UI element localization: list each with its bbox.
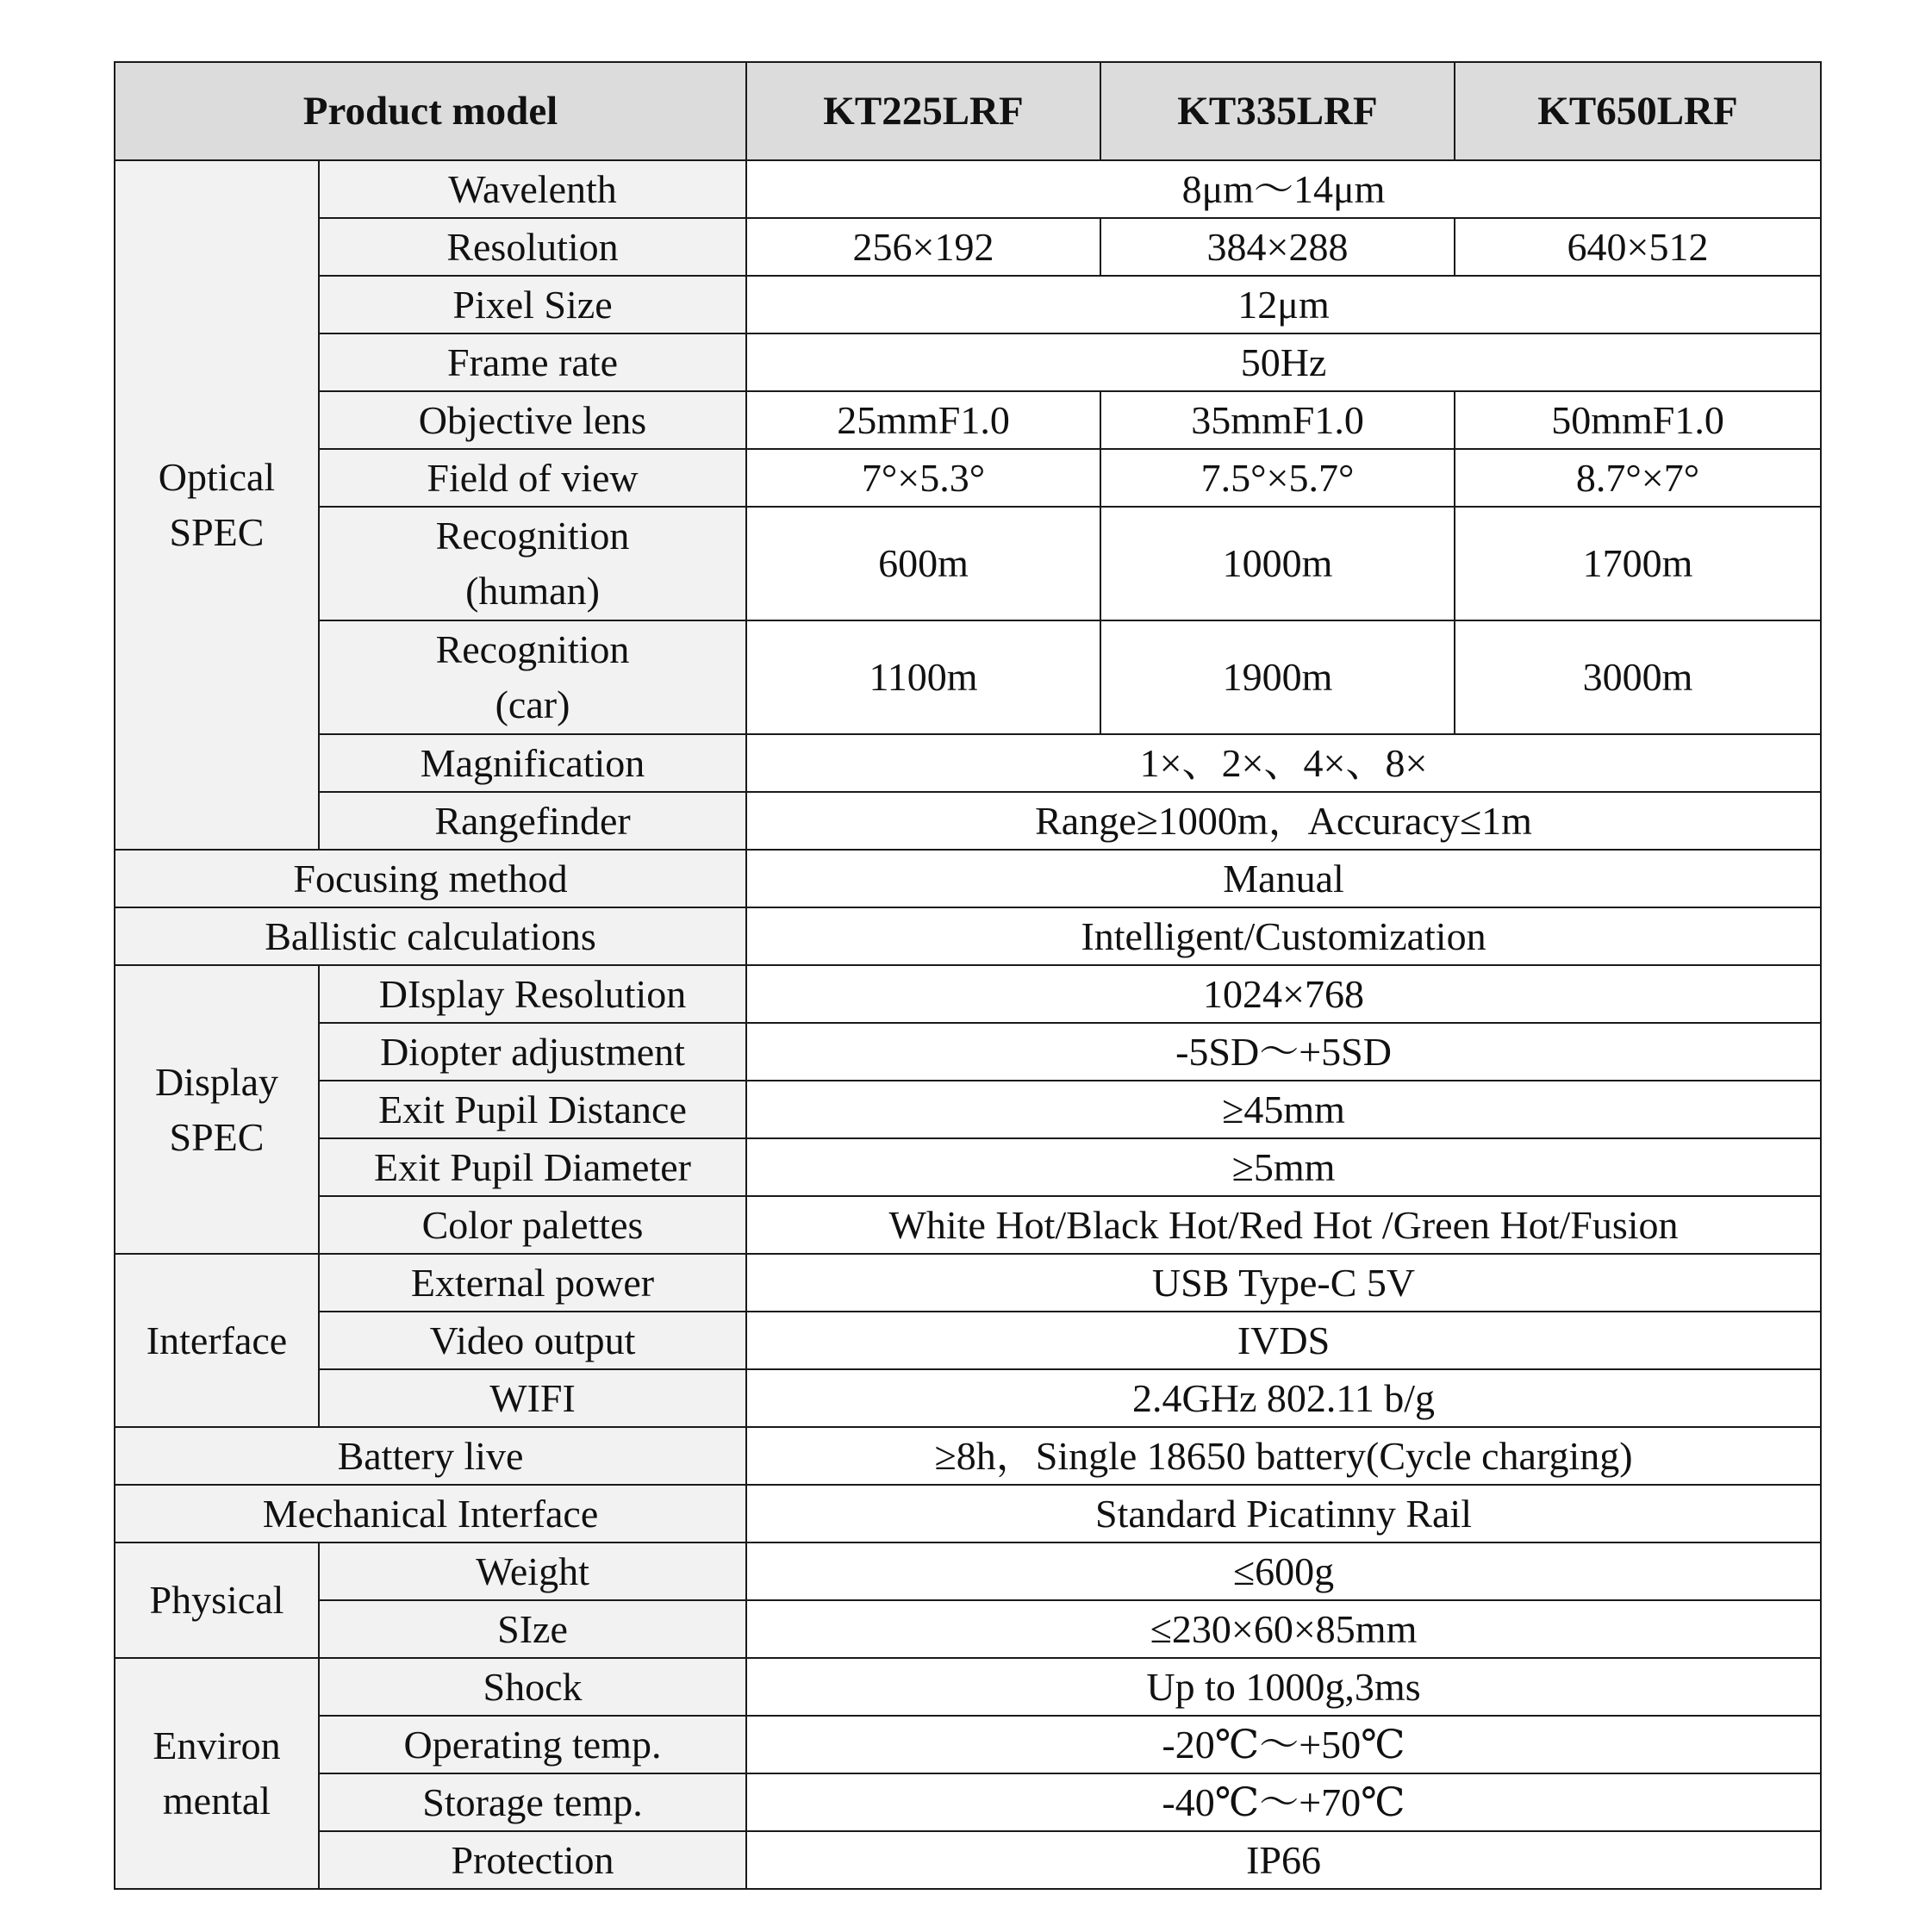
row-value: USB Type-C 5V: [746, 1254, 1821, 1312]
row-value: Standard Picatinny Rail: [746, 1485, 1821, 1542]
table-row: [115, 333, 1821, 391]
category-display: [115, 965, 319, 1254]
row-label: Video output: [319, 1312, 746, 1369]
row-value: 600m: [746, 507, 1100, 620]
table-row: [115, 449, 1821, 507]
row-label: Diopter adjustment: [319, 1023, 746, 1081]
table-row: [115, 1773, 1821, 1831]
row-label: Operating temp.: [319, 1716, 746, 1773]
row-value: 640×512: [1455, 218, 1821, 276]
model-header-kt650: KT650LRF: [1455, 62, 1821, 160]
table-row: [115, 1658, 1821, 1716]
table-row: [115, 218, 1821, 276]
table-row: [115, 1312, 1821, 1369]
row-label: Shock: [319, 1658, 746, 1716]
row-value: Intelligent/Customization: [746, 907, 1821, 965]
row-value: -40℃～+70℃: [746, 1773, 1821, 1831]
row-label: Protection: [319, 1831, 746, 1889]
table-row: [115, 1254, 1821, 1312]
row-label: Exit Pupil Distance: [319, 1081, 746, 1138]
row-value: 256×192: [746, 218, 1100, 276]
row-label-line: Recognition: [435, 514, 630, 558]
row-label: Magnification: [319, 734, 746, 792]
spec-table: [114, 61, 1822, 1890]
row-label: SIze: [319, 1600, 746, 1658]
row-value: IP66: [746, 1831, 1821, 1889]
row-value: 2.4GHz 802.11 b/g: [746, 1369, 1821, 1427]
row-value: 8.7°×7°: [1455, 449, 1821, 507]
table-row: [115, 907, 1821, 965]
row-value: ≤230×60×85mm: [746, 1600, 1821, 1658]
row-value: 8μm～14μm: [746, 160, 1821, 218]
table-row: [115, 391, 1821, 449]
row-value: 35mmF1.0: [1100, 391, 1455, 449]
row-value: 7°×5.3°: [746, 449, 1100, 507]
row-label-line: (human): [465, 569, 600, 613]
table-row: [115, 1600, 1821, 1658]
table-row: [115, 1081, 1821, 1138]
row-label: [319, 507, 746, 620]
header-row: [115, 62, 1821, 160]
row-value: 3000m: [1455, 620, 1821, 734]
model-header-kt225: KT225LRF: [746, 62, 1100, 160]
row-value: 50mmF1.0: [1455, 391, 1821, 449]
row-value: 12μm: [746, 276, 1821, 333]
row-label: DIsplay Resolution: [319, 965, 746, 1023]
row-label: Weight: [319, 1542, 746, 1600]
row-value: 1000m: [1100, 507, 1455, 620]
model-header-kt335: KT335LRF: [1100, 62, 1455, 160]
row-label: Rangefinder: [319, 792, 746, 850]
row-value: White Hot/Black Hot/Red Hot /Green Hot/Fusion: [746, 1196, 1821, 1254]
row-value: IVDS: [746, 1312, 1821, 1369]
row-label: Color palettes: [319, 1196, 746, 1254]
row-value: 25mmF1.0: [746, 391, 1100, 449]
row-value: ≥8h，Single 18650 battery(Cycle charging): [746, 1427, 1821, 1485]
row-value: 1900m: [1100, 620, 1455, 734]
row-value: 1×、2×、4×、8×: [746, 734, 1821, 792]
table-row: [115, 1023, 1821, 1081]
table-row: [115, 1196, 1821, 1254]
category-physical: Physical: [115, 1542, 319, 1658]
product-model-header: Product model: [115, 62, 746, 160]
table-row: [115, 1485, 1821, 1542]
row-value: ≥5mm: [746, 1138, 1821, 1196]
category-label: Optical: [158, 455, 276, 499]
table-row: [115, 1138, 1821, 1196]
table-row: [115, 1427, 1821, 1485]
table-row: [115, 792, 1821, 850]
row-value: Range≥1000m，Accuracy≤1m: [746, 792, 1821, 850]
table-row: [115, 620, 1821, 734]
category-environmental: [115, 1658, 319, 1889]
row-label: Objective lens: [319, 391, 746, 449]
category-label: mental: [162, 1779, 271, 1823]
table-row: [115, 965, 1821, 1023]
row-value: 1024×768: [746, 965, 1821, 1023]
category-label: SPEC: [169, 510, 265, 554]
row-label: WIFI: [319, 1369, 746, 1427]
row-label: Mechanical Interface: [115, 1485, 746, 1542]
row-value: -20℃～+50℃: [746, 1716, 1821, 1773]
row-label: Field of view: [319, 449, 746, 507]
table-row: [115, 1542, 1821, 1600]
row-value: 1700m: [1455, 507, 1821, 620]
row-label-line: (car): [495, 682, 570, 726]
table-row: [115, 1716, 1821, 1773]
row-label: External power: [319, 1254, 746, 1312]
row-value: ≥45mm: [746, 1081, 1821, 1138]
category-interface: Interface: [115, 1254, 319, 1427]
row-value: Up to 1000g,3ms: [746, 1658, 1821, 1716]
row-label: Resolution: [319, 218, 746, 276]
row-value: ≤600g: [746, 1542, 1821, 1600]
table-row: [115, 1831, 1821, 1889]
row-label-line: Recognition: [435, 627, 630, 671]
category-label: Display: [154, 1059, 279, 1104]
row-label: Frame rate: [319, 333, 746, 391]
table-row: [115, 276, 1821, 333]
table-row: [115, 734, 1821, 792]
row-label: Battery live: [115, 1427, 746, 1485]
row-label: Focusing method: [115, 850, 746, 907]
category-label: Environ: [153, 1723, 281, 1767]
category-label: SPEC: [169, 1114, 265, 1159]
table-row: [115, 1369, 1821, 1427]
table-row: [115, 507, 1821, 620]
row-label: Exit Pupil Diameter: [319, 1138, 746, 1196]
row-value: 384×288: [1100, 218, 1455, 276]
row-label: Storage temp.: [319, 1773, 746, 1831]
table-row: [115, 160, 1821, 218]
row-value: Manual: [746, 850, 1821, 907]
row-label: Ballistic calculations: [115, 907, 746, 965]
row-label: [319, 620, 746, 734]
category-optical: [115, 160, 319, 850]
row-value: 1100m: [746, 620, 1100, 734]
row-value: 7.5°×5.7°: [1100, 449, 1455, 507]
table-row: [115, 850, 1821, 907]
row-value: -5SD～+5SD: [746, 1023, 1821, 1081]
row-label: Pixel Size: [319, 276, 746, 333]
row-label: Wavelenth: [319, 160, 746, 218]
row-value: 50Hz: [746, 333, 1821, 391]
